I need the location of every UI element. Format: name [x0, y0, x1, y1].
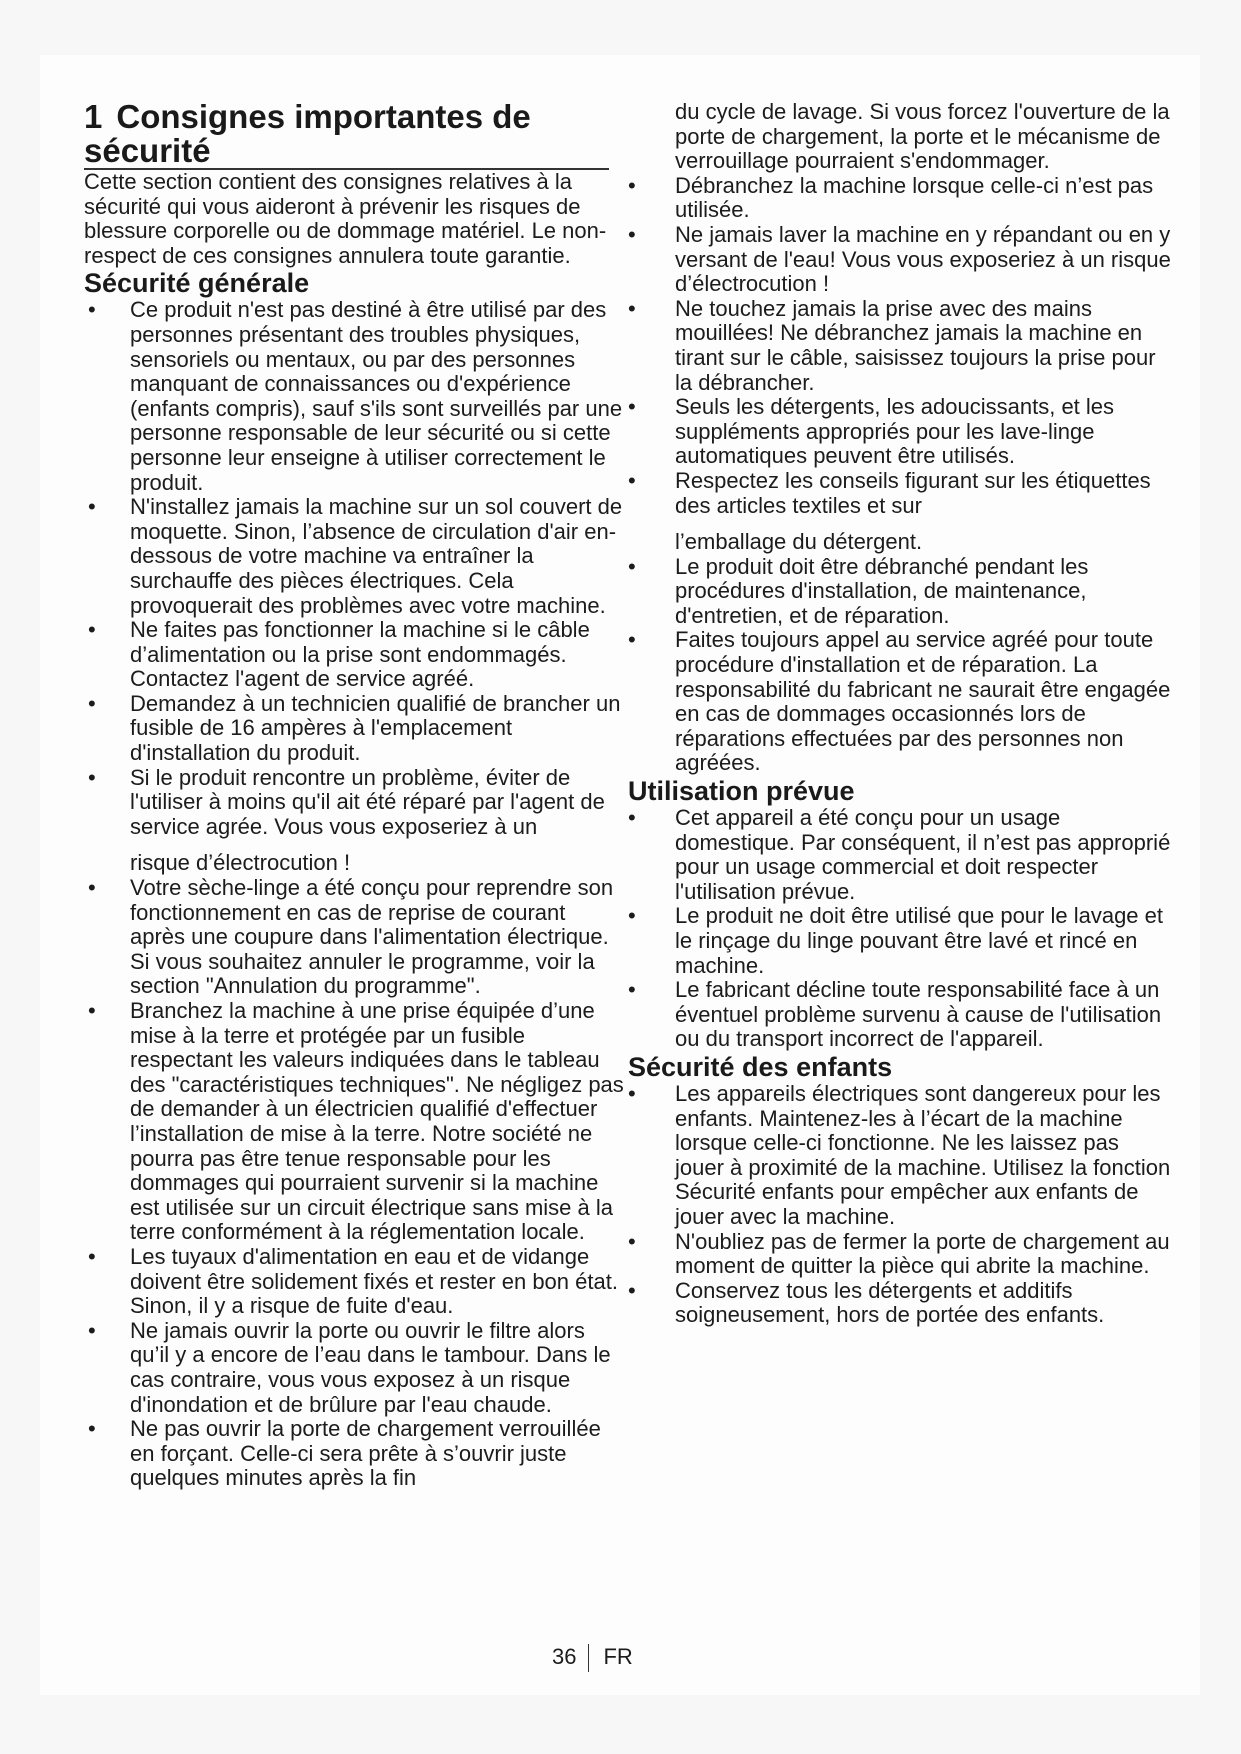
list-item: • Le produit doit être débranché pendant les procédures d'installation, de maintenance, d'entretien, et de réparation. — [628, 553, 1089, 628]
bullet-icon: • — [88, 1317, 96, 1343]
bullet-icon: • — [88, 297, 96, 323]
footer-divider — [588, 1644, 589, 1672]
list-item: • Ne jamais laver la machine en y répandant ou en y versant de l'eau! Vous vous exposeriez à un risque d’électrocution ! — [628, 221, 1171, 297]
list-item: • Les tuyaux d'alimentation en eau et de vidange doivent être solidement fixés et rester en bon état. Sinon, il y a risque de fuite d'eau. — [88, 1243, 618, 1319]
intended-use-heading: Utilisation prévue — [628, 776, 855, 807]
bullet-icon: • — [88, 998, 96, 1023]
list-item: • Le fabricant décline toute responsabilité face à un éventuel problème survenu à cause de l'utilisation ou du transport incorrect de l'appareil. — [628, 977, 1162, 1052]
bullet-icon: • — [88, 690, 96, 716]
bullet-icon: • — [88, 617, 96, 643]
bullet-icon: • — [628, 977, 636, 1003]
list-item: • Les appareils électriques sont dangereux pour les enfants. Maintenez-les à l’écart de la machine lorsque celle-ci fonctionne. Ne les laissez pas jouer à proximité de la machine. Utilisez la fonction Sécurité enfants pour empêcher aux enfants de jouer avec la machine. — [628, 1080, 1171, 1229]
list-item: • Ne touchez jamais la prise avec des mains mouillées! Ne débranchez jamais la machine en tirant sur le câble, saisissez toujours la prise pour la débrancher. — [628, 295, 1156, 395]
general-safety-list — [84, 298, 624, 1491]
bullet-icon: • — [628, 394, 636, 420]
continued-text: du cycle de lavage. Si vous forcez l'ouverture de la porte de chargement, la porte et le mécanisme de verrouillage pourraient s'endommager. — [675, 99, 1170, 174]
list-item: • Seuls les détergents, les adoucissants, et les suppléments appropriés pour les lave-linge automatiques peuvent être utilisés. — [628, 394, 1115, 469]
bullet-icon: • — [628, 1228, 636, 1254]
section-number: 1 — [84, 98, 103, 135]
list-item: • Cet appareil a été conçu pour un usage domestique. Par conséquent, il n’est pas approprié pour un usage commercial et doit respecter l'utilisation prévue. — [628, 805, 1171, 904]
bullet-icon: • — [88, 1416, 96, 1442]
list-item: • Le produit ne doit être utilisé que pour le lavage et le rinçage du linge pouvant être lavé et rincé en machine. — [628, 903, 1163, 978]
bullet-icon: • — [88, 494, 96, 520]
list-item: • Débranchez la machine lorsque celle-ci n’est pas utilisée. — [628, 172, 1154, 223]
bullet-icon: • — [88, 1243, 96, 1269]
right-column — [628, 100, 1173, 1328]
list-item: • Faites toujours appel au service agréé pour toute procédure d'installation et de réparation. La responsabilité du fabricant ne saurait être engagée en cas de dommages occasionnés lors de réparations effectuées par des personnes non agréées. — [628, 627, 1171, 776]
bullet-icon: • — [628, 805, 636, 831]
general-safety-list-continued — [628, 174, 1173, 776]
bullet-icon: • — [628, 1080, 636, 1106]
section-title: Consignes importantes de sécurité — [84, 98, 531, 169]
list-item: • N'oubliez pas de fermer la porte de chargement au moment de quitter la pièce qui abrite la machine. — [628, 1228, 1170, 1279]
child-safety-list — [628, 1082, 1173, 1328]
bullet-icon: • — [628, 1277, 636, 1303]
bullet-icon: • — [628, 627, 636, 653]
page-footer — [552, 1644, 633, 1672]
list-item: • Respectez les conseils figurant sur les étiquettes des articles textiles et sur l’emballage du détergent. — [628, 467, 1151, 555]
list-item: • Branchez la machine à une prise équipée d’une mise à la terre et protégée par un fusible respectant les valeurs indiquées dans le tableau des "caractéristiques techniques". Ne négligez pas de demander à un électricien qualifié d'effectuer l’installation de mise à la terre. Notre société ne pourra pas être tenue responsable pour les dommages qui pourraient survenir si la machine est utilisée sur un circuit électrique sans mise à la terre conformément à la réglementation locale. — [88, 998, 624, 1245]
bullet-icon: • — [628, 903, 636, 929]
list-item: • Ne faites pas fonctionner la machine si le câble d’alimentation ou la prise sont endommagés. Contactez l'agent de service agréé. — [88, 617, 590, 692]
bullet-icon: • — [628, 172, 636, 198]
intro-paragraph: Cette section contient des consignes relatives à la sécurité qui vous aideront à prévenir les risques de blessure corporelle ou de dommage matériel. Le non-respect de ces consignes annulera toute garantie. — [84, 169, 607, 268]
bullet-icon: • — [88, 764, 96, 790]
list-item: • Ne pas ouvrir la porte de chargement verrouillée en forçant. Celle-ci sera prête à s’ouvrir juste quelques minutes après la fin — [88, 1416, 601, 1491]
page-number: 36 — [552, 1644, 577, 1669]
language-code: FR — [603, 1644, 633, 1669]
bullet-icon: • — [88, 875, 96, 901]
list-item: • Si le produit rencontre un problème, éviter de l'utiliser à moins qu'il ait été réparé par l'agent de service agrée. Vous vous exposeriez à un risque d’électrocution ! — [88, 764, 605, 876]
left-column — [84, 100, 624, 1491]
list-item: • N'installez jamais la machine sur un sol couvert de moquette. Sinon, l’absence de circulation d'air en-dessous de votre machine va entraîner la surchauffe des pièces électriques. Cela provoquerait des problèmes avec votre machine. — [88, 494, 623, 618]
bullet-icon: • — [628, 295, 636, 321]
child-safety-heading: Sécurité des enfants — [628, 1051, 893, 1082]
list-item-tail: risque d’électrocution ! — [130, 850, 351, 876]
general-safety-heading: Sécurité générale — [84, 268, 310, 299]
intended-use-list — [628, 806, 1173, 1052]
list-item: • Ce produit n'est pas destiné à être utilisé par des personnes présentant des troubles physiques, sensoriels ou mentaux, ou par des personnes manquant de connaissances ou d'expérience (enfants compris), sauf s'ils sont surveillés par une personne responsable de leur sécurité ou si cette personne leur enseigne à utiliser correctement le produit. — [88, 297, 623, 495]
list-item: • Ne jamais ouvrir la porte ou ouvrir le filtre alors qu’il y a encore de l’eau dans le tambour. Dans le cas contraire, vous vous exposez à un risque d'inondation et de brûlure par l'eau chaude. — [88, 1317, 611, 1417]
bullet-icon: • — [628, 221, 636, 247]
list-item: • Conservez tous les détergents et additifs soigneusement, hors de portée des enfants. — [628, 1277, 1105, 1328]
list-item: • Votre sèche-linge a été conçu pour reprendre son fonctionnement en cas de reprise de courant après une coupure dans l'alimentation électrique. Si vous souhaitez annuler le programme, voir la section "Annulation du programme". — [88, 875, 614, 999]
bullet-icon: • — [628, 553, 636, 579]
list-item: • Demandez à un technicien qualifié de brancher un fusible de 16 ampères à l'emplacement d'installation du produit. — [88, 690, 621, 766]
section-heading — [84, 100, 609, 170]
list-item-tail: l’emballage du détergent. — [675, 529, 923, 555]
bullet-icon: • — [628, 467, 636, 493]
